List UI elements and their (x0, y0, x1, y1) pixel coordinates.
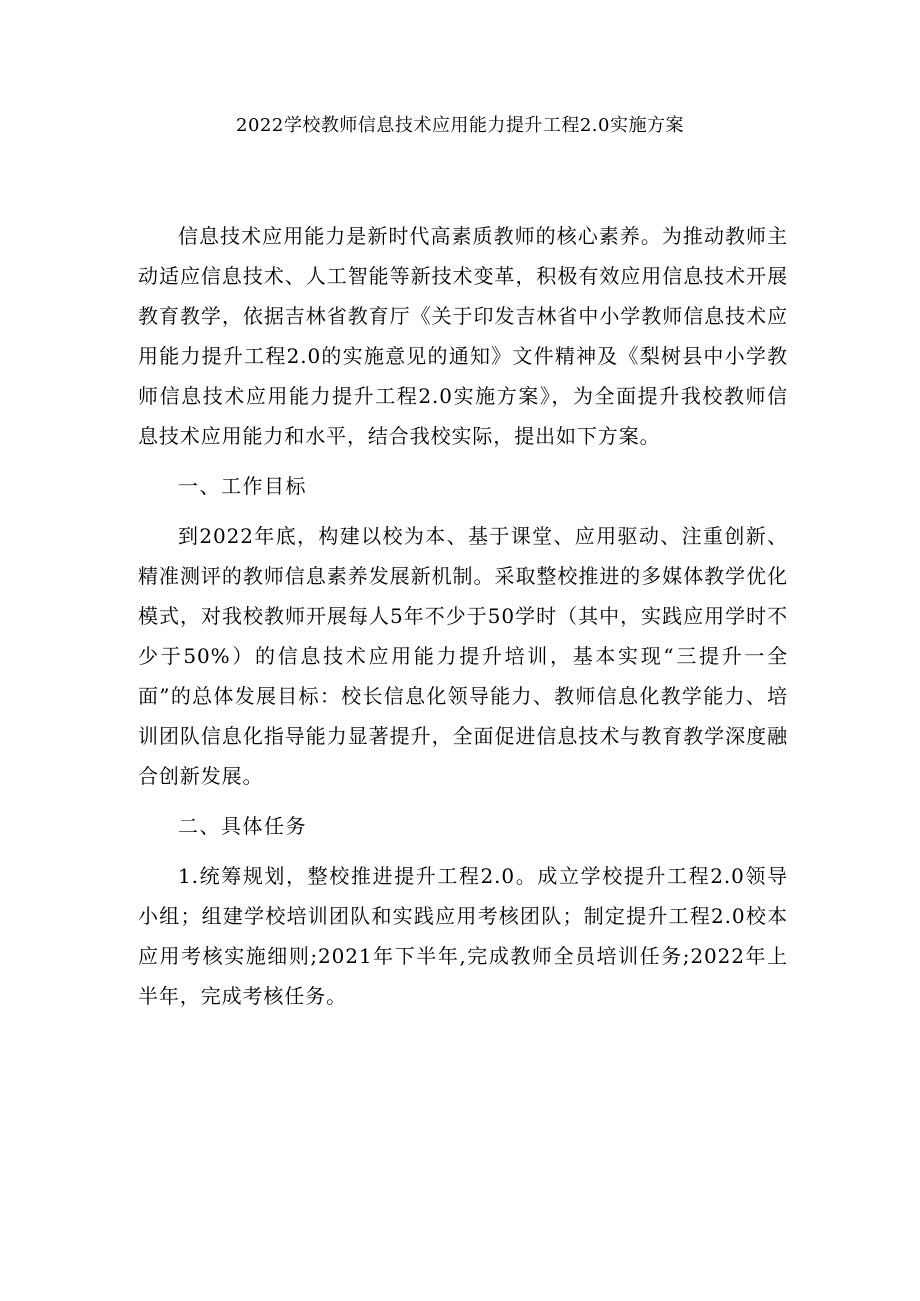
task-item-1: 1.统筹规划，整校推进提升工程2.0。成立学校提升工程2.0领导小组；组建学校培训团队和实践应用考核团队；制定提升工程2.0校本应用考核实施细则;2021年下半年,完成教师全员培训任务;2022年上半年，完成考核任务。 (138, 864, 788, 1008)
document-body (138, 216, 788, 1016)
section-heading-tasks: 二、具体任务 (178, 814, 307, 838)
goals-paragraph: 到2022年底，构建以校为本、基于课堂、应用驱动、注重创新、精准测评的教师信息素养发展新机制。采取整校推进的多媒体教学优化模式，对我校教师开展每人5年不少于50学时（其中，实践应用学时不少于50%）的信息技术应用能力提升培训，基本实现“三提升一全面”的总体发展目标：校长信息化领导能力、教师信息化教学能力、培训团队信息化指导能力显著提升，全面促进信息技术与教育教学深度融合创新发展。 (138, 524, 788, 788)
section-heading-goals: 一、工作目标 (178, 474, 307, 498)
document-title: 2022学校教师信息技术应用能力提升工程2.0实施方案 (236, 115, 684, 136)
intro-paragraph: 信息技术应用能力是新时代高素质教师的核心素养。为推动教师主动适应信息技术、人工智能等新技术变革，积极有效应用信息技术开展教育教学，依据吉林省教育厅《关于印发吉林省中小学教师信息技术应用能力提升工程2.0的实施意见的通知》文件精神及《梨树县中小学教师信息技术应用能力提升工程2.0实施方案》，为全面提升我校教师信息技术应用能力和水平，结合我校实际，提出如下方案。 (138, 224, 788, 448)
